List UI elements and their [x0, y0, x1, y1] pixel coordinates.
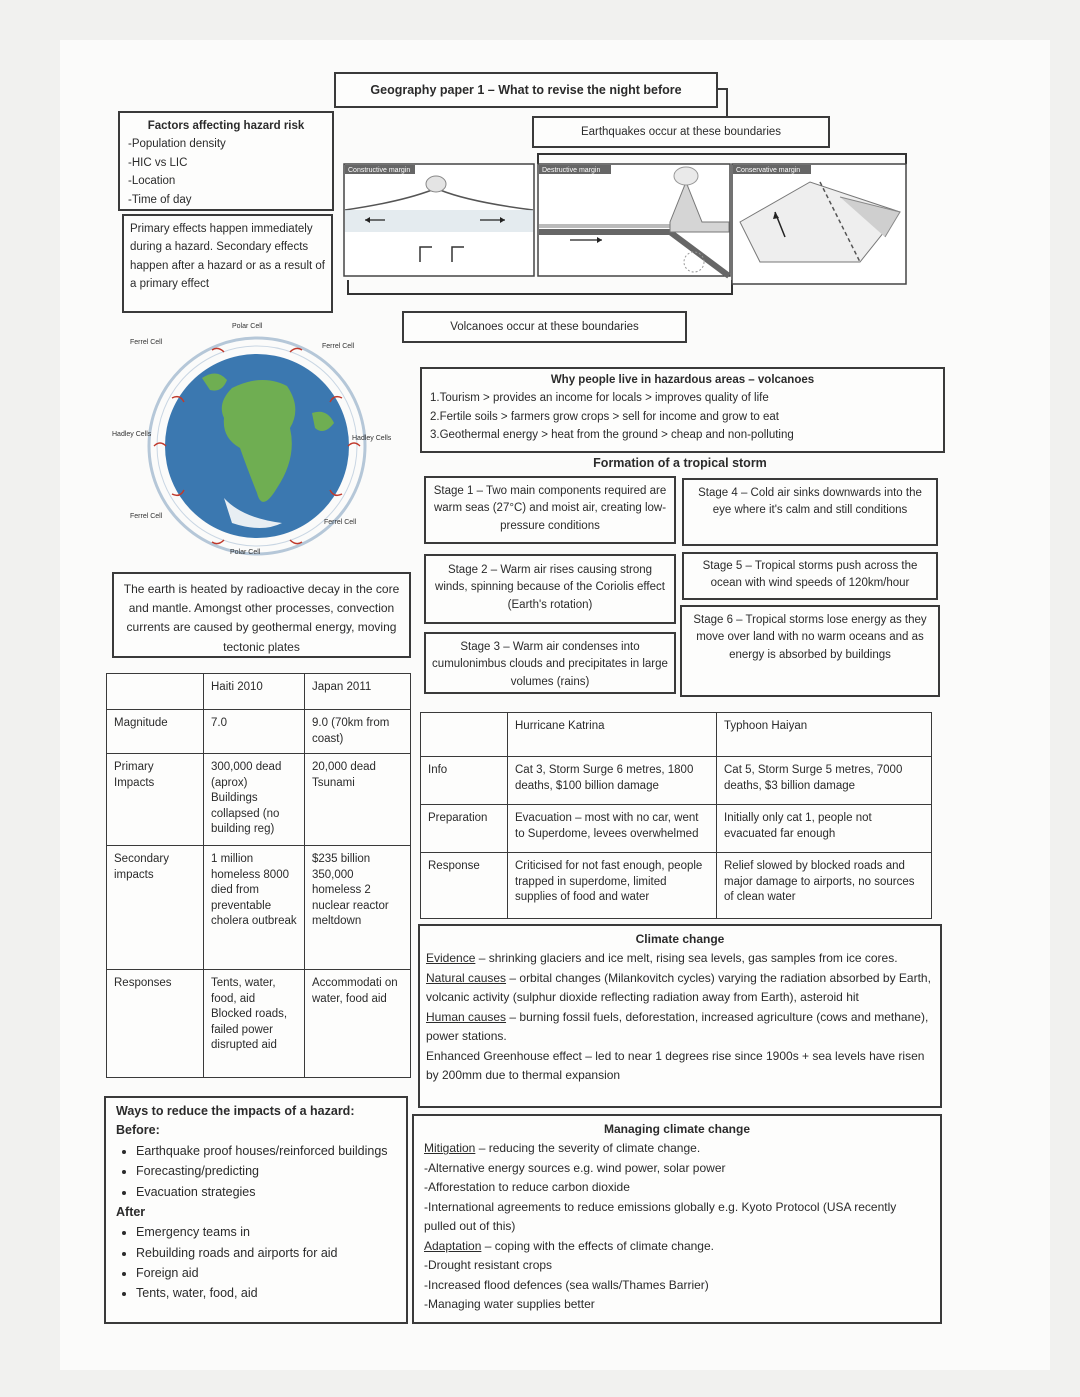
storm-stage-3: Stage 3 – Warm air condenses into cumulonimbus clouds and precipitates in large volumes (rains): [424, 632, 676, 694]
reduce-impacts-box: [104, 1096, 408, 1324]
destructive-margin-label: Destructive margin: [542, 167, 601, 174]
climate-enhanced: Enhanced Greenhouse effect – led to near 1 degrees rise since 1900s + sea levels have risen by 200mm due to thermal expansion: [426, 1048, 925, 1083]
table-cell: Preparation: [421, 805, 508, 853]
hazard-risk-item: -HIC vs LIC: [128, 156, 188, 169]
climate-change-box: [418, 924, 942, 1108]
natural-causes-label: Natural causes: [426, 970, 507, 985]
volcanoes-label: Volcanoes occur at these boundaries: [402, 311, 687, 343]
list-item: -Afforestation to reduce carbon dioxide: [424, 1180, 630, 1195]
table-cell: Cat 3, Storm Surge 6 metres, 1800 deaths, $100 billion damage: [508, 757, 717, 805]
hadley-cells-label-left: Hadley Cells: [112, 431, 152, 438]
table-cell: Responses: [107, 970, 204, 1078]
conservative-margin-label: Conservative margin: [736, 167, 801, 174]
atmospheric-cells-diagram: [112, 318, 402, 570]
table-cell: 300,000 dead (aprox) Buildings collapsed (no building reg): [204, 754, 305, 846]
hazard-risk-item: -Location: [128, 175, 176, 188]
page-title: Geography paper 1 – What to revise the night before: [334, 72, 718, 108]
conservative-margin-diagram: [732, 164, 906, 284]
evidence-text: – shrinking glaciers and ice melt, rising sea levels, gas samples from ice cores.: [475, 951, 898, 966]
table-row: [421, 757, 932, 805]
storm-stage-2: Stage 2 – Warm air rises causing strong winds, spinning because of the Coriolis effect (Earth's rotation): [424, 554, 676, 624]
effects-box: Primary effects happen immediately during a hazard. Secondary effects happen after a hazard or as a result of a primary effect: [122, 214, 333, 313]
table-cell: [421, 713, 508, 757]
table-cell: 7.0: [204, 710, 305, 754]
human-causes-text: – burning fossil fuels, deforestation, increased agriculture (cows and methane), power stations.: [426, 1009, 929, 1044]
after-list: [116, 1223, 396, 1304]
earthquake-bracket: [538, 154, 906, 164]
table-cell: Response: [421, 853, 508, 919]
earthquake-table: [106, 673, 411, 1078]
volcano-reason-item: 3.Geothermal energy > heat from the ground > cheap and non-polluting: [430, 429, 794, 442]
ferrel-cell-label-br: Ferrel Cell: [324, 519, 357, 526]
table-cell: Cat 5, Storm Surge 5 metres, 7000 deaths, $3 billion damage: [717, 757, 932, 805]
climate-human: [426, 1008, 934, 1047]
list-item: • Tents, water, food, aid: [136, 1284, 396, 1303]
plate-margins-svg: [340, 152, 908, 300]
list-item: • Forecasting/predicting: [136, 1162, 396, 1181]
storm-stage-1: Stage 1 – Two main components required are warm seas (27°C) and moist air, creating low-pressure conditions: [424, 476, 676, 544]
hazard-risk-item: -Population density: [128, 138, 226, 151]
climate-evidence: [426, 949, 934, 968]
climate-natural: [426, 969, 934, 1008]
list-item: -Drought resistant crops: [424, 1258, 553, 1273]
destructive-margin-diagram: [538, 164, 730, 276]
table-cell: 20,000 dead Tsunami: [305, 754, 411, 846]
table-cell: [107, 674, 204, 710]
adaptation-line: [424, 1237, 930, 1256]
storm-stage-6: Stage 6 – Tropical storms lose energy as they move over land with no warm oceans and as energy is absorbed by buildings: [680, 605, 940, 697]
mitigation-label: Mitigation: [424, 1141, 476, 1156]
table-cell: Evacuation – most with no car, went to Superdome, levees overwhelmed: [508, 805, 717, 853]
table-cell: Info: [421, 757, 508, 805]
volcano-reasons-heading: Why people live in hazardous areas – volcanoes: [550, 374, 815, 386]
after-label: After: [116, 1204, 146, 1219]
table-cell: Secondary impacts: [107, 846, 204, 970]
table-cell: Criticised for not fast enough, people trapped in superdome, limited supplies of food and water: [508, 853, 717, 919]
table-row: [421, 805, 932, 853]
table-cell: Haiti 2010: [204, 674, 305, 710]
volcano-reasons-box: [420, 367, 945, 453]
hazard-risk-item: -Time of day: [128, 193, 192, 206]
list-item: -International agreements to reduce emissions globally e.g. Kyoto Protocol (USA recently pulled out of this): [424, 1199, 897, 1234]
storm-heading: Formation of a tropical storm: [593, 456, 767, 470]
mitigation-text: – reducing the severity of climate change.: [475, 1141, 701, 1156]
table-row: [107, 710, 411, 754]
mitigation-line: [424, 1139, 930, 1158]
table-row: [107, 970, 411, 1078]
table-cell: Primary Impacts: [107, 754, 204, 846]
table-cell: Hurricane Katrina: [508, 713, 717, 757]
managing-heading: Managing climate change: [603, 1122, 751, 1136]
storm-table: [420, 712, 932, 919]
table-row: [421, 853, 932, 919]
ferrel-cell-label-bl: Ferrel Cell: [130, 513, 163, 520]
list-item: • Emergency teams in: [136, 1223, 396, 1242]
natural-causes-text: – orbital changes (Milankovitch cycles) varying the radiation absorbed by Earth, volcanic activity (sulphur dioxide reflecting radiation away from Earth), asteroid hit: [426, 970, 931, 1005]
ferrel-cell-label-tl: Ferrel Cell: [130, 339, 163, 346]
before-list: [116, 1142, 396, 1202]
table-cell: 9.0 (70km from coast): [305, 710, 411, 754]
constructive-margin-diagram: [344, 164, 534, 276]
earthquakes-label: Earthquakes occur at these boundaries: [532, 116, 830, 148]
table-cell: Accommodati on water, food aid: [305, 970, 411, 1078]
table-cell: Tents, water, food, aid Blocked roads, failed power disrupted aid: [204, 970, 305, 1078]
constructive-margin-label: Constructive margin: [348, 167, 411, 174]
storm-stage-5: Stage 5 – Tropical storms push across the ocean with wind speeds of 120km/hour: [682, 552, 938, 600]
managing-climate-box: [412, 1114, 942, 1324]
list-item: -Increased flood defences (sea walls/Thames Barrier): [424, 1277, 709, 1292]
table-cell: Relief slowed by blocked roads and major damage to airports, no sources of clean water: [717, 853, 932, 919]
table-cell: Magnitude: [107, 710, 204, 754]
globe-svg: [112, 318, 402, 570]
climate-change-heading: Climate change: [635, 932, 725, 946]
list-item: -Alternative energy sources e.g. wind power, solar power: [424, 1160, 726, 1175]
table-cell: Initially only cat 1, people not evacuated far enough: [717, 805, 932, 853]
reduce-heading: Ways to reduce the impacts of a hazard:: [116, 1104, 355, 1118]
adaptation-text: – coping with the effects of climate change.: [481, 1238, 714, 1253]
storm-stage-4: Stage 4 – Cold air sinks downwards into the eye where it's calm and still conditions: [682, 478, 938, 546]
table-cell: $235 billion 350,000 homeless 2 nuclear reactor meltdown: [305, 846, 411, 970]
table-cell: Typhoon Haiyan: [717, 713, 932, 757]
polar-cell-top-label: Polar Cell: [232, 323, 263, 330]
hazard-risk-box: [118, 111, 334, 211]
list-item: -Managing water supplies better: [424, 1296, 595, 1311]
before-label: Before:: [116, 1123, 160, 1138]
table-row: [107, 754, 411, 846]
table-row: [107, 674, 411, 710]
human-causes-label: Human causes: [426, 1009, 507, 1024]
evidence-label: Evidence: [426, 951, 476, 966]
list-item: • Earthquake proof houses/reinforced buildings: [136, 1142, 396, 1161]
table-row: [107, 846, 411, 970]
plate-margins-diagram: [340, 152, 908, 300]
hazard-risk-heading: Factors affecting hazard risk: [147, 120, 305, 132]
earth-heated-box: The earth is heated by radioactive decay in the core and mantle. Amongst other processes, convection currents are caused by geothermal energy, moving tectonic plates: [112, 572, 411, 658]
hadley-cells-label-right: Hadley Cells: [352, 435, 392, 442]
list-item: • Evacuation strategies: [136, 1183, 396, 1202]
ferrel-cell-label-tr: Ferrel Cell: [322, 343, 355, 350]
list-item: • Rebuilding roads and airports for aid: [136, 1244, 396, 1263]
table-row: [421, 713, 932, 757]
table-cell: 1 million homeless 8000 died from preventable cholera outbreak: [204, 846, 305, 970]
polar-cell-bottom-label: Polar Cell: [230, 549, 261, 556]
volcano-reason-item: 2.Fertile soils > farmers grow crops > sell for income and grow to eat: [430, 410, 779, 423]
volcano-bracket: [348, 280, 732, 294]
table-cell: Japan 2011: [305, 674, 411, 710]
volcano-reason-item: 1.Tourism > provides an income for locals > improves quality of life: [430, 392, 769, 405]
adaptation-label: Adaptation: [424, 1238, 482, 1253]
list-item: • Foreign aid: [136, 1264, 396, 1283]
